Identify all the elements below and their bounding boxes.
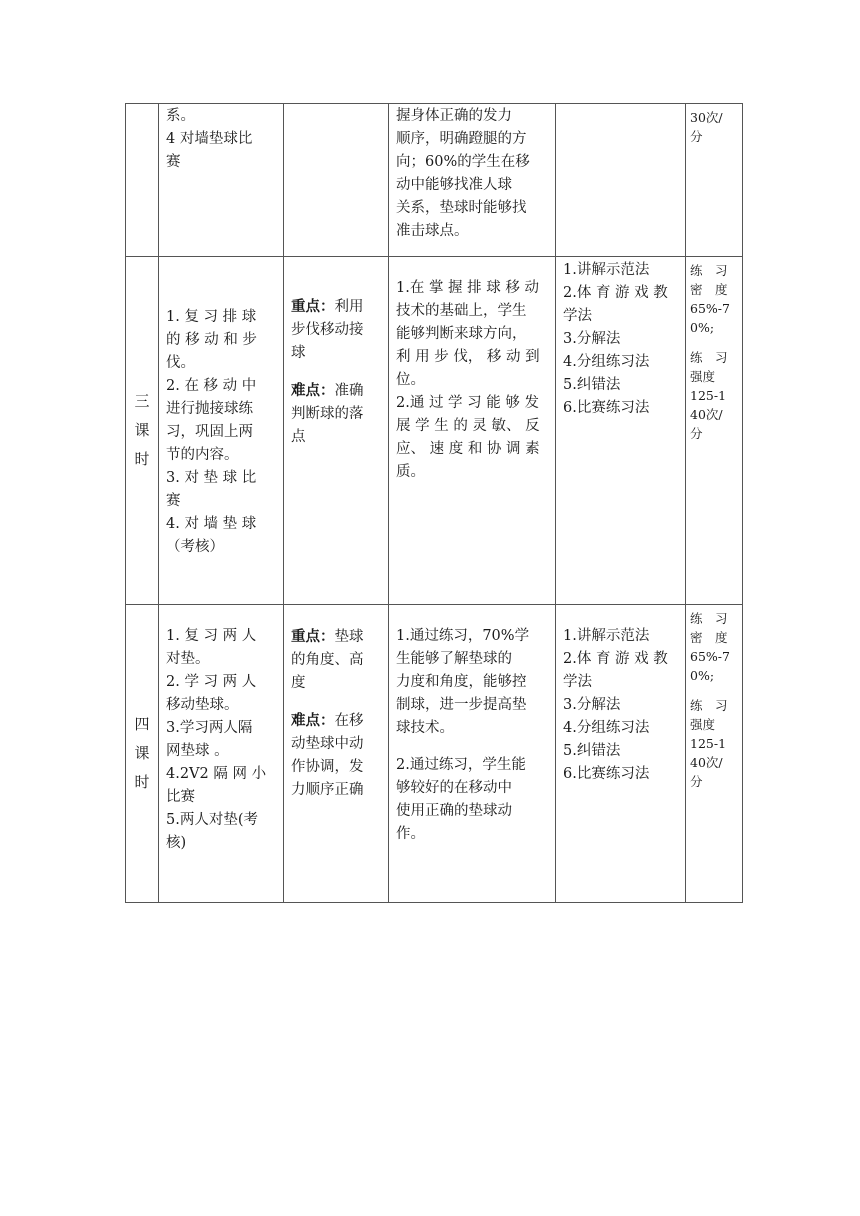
- key-point-text: 垫球: [334, 629, 364, 645]
- goal-line: 展 学 生 的 灵 敏、 反: [396, 418, 540, 434]
- req-line: 分: [690, 129, 703, 144]
- content-line: 核): [166, 835, 187, 851]
- content-line: （考核）: [166, 539, 224, 555]
- content-line: 移动垫球。: [166, 697, 239, 713]
- method-line: 4.分组练习法: [563, 720, 650, 736]
- goals-cell: [389, 257, 556, 605]
- session-cell: [126, 104, 159, 257]
- content-line: 进行抛接球练: [166, 401, 253, 417]
- req-line: 分: [690, 426, 703, 441]
- goal-line: 够较好的在移动中: [396, 780, 512, 796]
- content-line: 4.2V2 隔 网 小: [166, 766, 267, 782]
- goal-line: 1.在 掌 握 排 球 移 动: [396, 280, 539, 296]
- difficulty-text: 在移: [334, 713, 364, 729]
- goal-line: 位。: [396, 372, 425, 388]
- method-line: 1.讲解示范法: [563, 262, 650, 278]
- content-line: 4 对墙垫球比: [166, 131, 253, 147]
- content-line: 伐。: [166, 355, 195, 371]
- method-line: 2.体 育 游 戏 教: [563, 285, 668, 301]
- goal-line: 关系，垫球时能够找: [396, 200, 527, 216]
- difficulty-text: 判断球的落: [291, 406, 364, 422]
- key-point-label: 重点：: [291, 298, 335, 315]
- goal-line: 动中能够找准人球: [396, 177, 512, 193]
- session-char: 课: [134, 421, 150, 439]
- goal-line: 使用正确的垫球动: [396, 803, 512, 819]
- req-line: 40次/: [690, 755, 723, 770]
- method-line: 学法: [563, 308, 592, 324]
- req-line: 练 习: [690, 611, 728, 626]
- req-line: 练 习: [690, 698, 728, 713]
- goal-line: 技术的基础上，学生: [396, 303, 527, 319]
- content-line: 节的内容。: [166, 447, 239, 463]
- difficulty-label: 难点：: [291, 712, 335, 729]
- method-line: 6.比赛练习法: [563, 400, 650, 416]
- content-line: 3.学习两人隔: [166, 720, 253, 736]
- content-line: 2. 学 习 两 人: [166, 674, 257, 690]
- content-line: 网垫球 。: [166, 743, 229, 759]
- content-cell: [159, 257, 284, 605]
- req-line: 强度: [690, 369, 716, 384]
- session-cell: [126, 605, 159, 903]
- req-line: 密 度: [690, 630, 728, 645]
- difficulty-text: 动垫球中动: [291, 736, 364, 752]
- content-line: 赛: [166, 493, 181, 509]
- req-line: 125-1: [690, 736, 727, 751]
- focus-key-line: [291, 295, 381, 319]
- req-line: 125-1: [690, 388, 727, 403]
- content-cell: [159, 104, 284, 257]
- key-point-text: 度: [291, 675, 306, 691]
- methods-cell: [556, 605, 686, 903]
- req-line: 0%;: [690, 668, 715, 683]
- key-point-text: 步伐移动接: [291, 322, 364, 338]
- goal-line: 握身体正确的发力: [396, 108, 512, 124]
- session-cell: [126, 257, 159, 605]
- table-row: [126, 104, 743, 257]
- content-line: 2. 在 移 动 中: [166, 378, 257, 394]
- key-point-text: 球: [291, 345, 306, 361]
- req-line: 强度: [690, 717, 716, 732]
- methods-cell: [556, 104, 686, 257]
- content-line: 3. 对 垫 球 比: [166, 470, 257, 486]
- content-line: 的 移 动 和 步: [166, 332, 257, 348]
- goal-line: 能够判断来球方向，: [396, 326, 527, 342]
- focus-cell: [284, 104, 389, 257]
- key-point-text: 的角度、高: [291, 652, 364, 668]
- req-line: 0%;: [690, 320, 715, 335]
- content-line: 习，巩固上两: [166, 424, 253, 440]
- difficulty-text: 点: [291, 429, 306, 445]
- goal-line: 2.通过练习，学生能: [396, 757, 526, 773]
- content-line: 赛: [166, 154, 181, 170]
- req-line: 密 度: [690, 282, 728, 297]
- methods-cell: [556, 257, 686, 605]
- lesson-plan-table: [125, 103, 743, 903]
- content-line: 系。: [166, 108, 195, 124]
- session-char: 时: [134, 773, 150, 791]
- difficulty-text: 准确: [334, 383, 364, 399]
- focus-diff-line: [291, 709, 381, 733]
- session-char: 四: [134, 715, 150, 733]
- goal-line: 顺序，明确蹬腿的方: [396, 131, 527, 147]
- session-char: 三: [134, 392, 150, 410]
- req-line: 65%-7: [690, 649, 730, 664]
- method-line: 6.比赛练习法: [563, 766, 650, 782]
- goals-cell: [389, 104, 556, 257]
- method-line: 3.分解法: [563, 697, 621, 713]
- content-line: 对垫。: [166, 651, 210, 667]
- goal-line: 应、 速 度 和 协 调 素: [396, 441, 540, 457]
- difficulty-label: 难点：: [291, 382, 335, 399]
- method-line: 1.讲解示范法: [563, 628, 650, 644]
- req-line: 分: [690, 774, 703, 789]
- key-point-text: 利用: [334, 299, 364, 315]
- table-row: [126, 257, 743, 605]
- session-char: 时: [134, 450, 150, 468]
- method-line: 5.纠错法: [563, 377, 621, 393]
- req-line: 30次/: [690, 110, 723, 125]
- requirements-cell: [686, 605, 743, 903]
- req-line: 65%-7: [690, 301, 730, 316]
- method-line: 2.体 育 游 戏 教: [563, 651, 668, 667]
- content-line: 1. 复 习 两 人: [166, 628, 257, 644]
- difficulty-text: 力顺序正确: [291, 782, 364, 798]
- goal-line: 向；60%的学生在移: [396, 154, 530, 170]
- goals-cell: [389, 605, 556, 903]
- focus-cell: [284, 605, 389, 903]
- goal-line: 2.通 过 学 习 能 够 发: [396, 395, 539, 411]
- session-char: 课: [134, 744, 150, 762]
- table-row: [126, 605, 743, 903]
- content-cell: [159, 605, 284, 903]
- focus-key-line: [291, 625, 381, 649]
- method-line: 3.分解法: [563, 331, 621, 347]
- goal-line: 球技术。: [396, 720, 454, 736]
- req-line: 练 习: [690, 350, 728, 365]
- req-line: 练 习: [690, 263, 728, 278]
- requirements-cell: [686, 257, 743, 605]
- difficulty-text: 作协调，发: [291, 759, 364, 775]
- focus-diff-line: [291, 379, 381, 403]
- goal-line: 生能够了解垫球的: [396, 651, 512, 667]
- focus-cell: [284, 257, 389, 605]
- content-line: 4. 对 墙 垫 球: [166, 516, 257, 532]
- method-line: 学法: [563, 674, 592, 690]
- goal-line: 利 用 步 伐， 移 动 到: [396, 349, 540, 365]
- goal-line: 力度和角度，能够控: [396, 674, 527, 690]
- method-line: 4.分组练习法: [563, 354, 650, 370]
- content-line: 比赛: [166, 789, 195, 805]
- goal-line: 1.通过练习，70%学: [396, 628, 530, 644]
- goal-line: 作。: [396, 826, 425, 842]
- key-point-label: 重点：: [291, 628, 335, 645]
- requirements-cell: [686, 104, 743, 257]
- method-line: 5.纠错法: [563, 743, 621, 759]
- goal-line: 准击球点。: [396, 223, 469, 239]
- goal-line: 制球，进一步提高垫: [396, 697, 527, 713]
- content-line: 1. 复 习 排 球: [166, 309, 257, 325]
- req-line: 40次/: [690, 407, 723, 422]
- content-line: 5.两人对垫(考: [166, 812, 258, 828]
- goal-line: 质。: [396, 464, 425, 480]
